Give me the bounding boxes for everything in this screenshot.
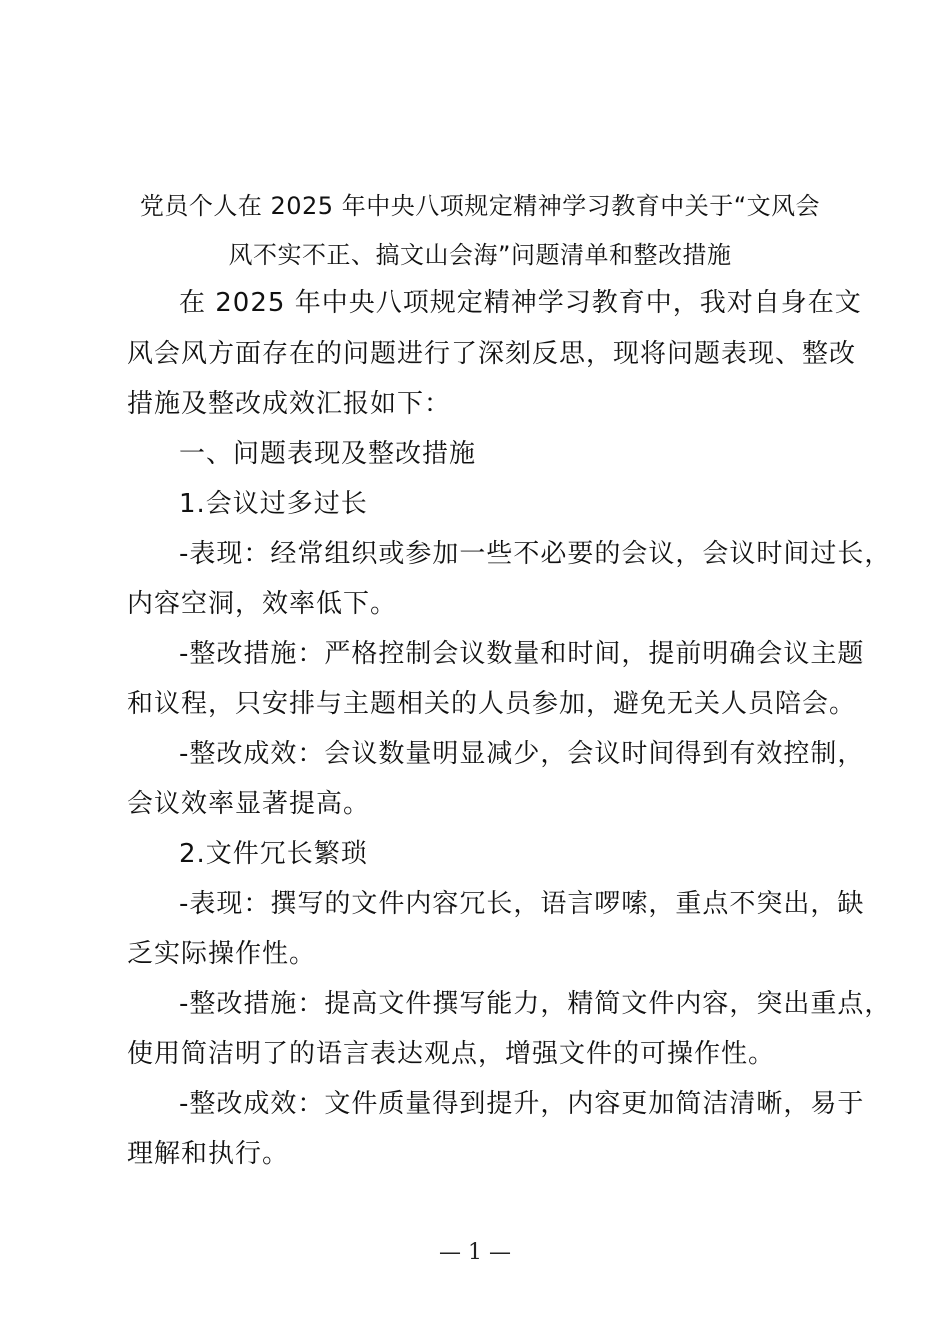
item-2-result-line-1: -整改成效：文件质量得到提升，内容更加简洁清晰，易于: [179, 1089, 865, 1119]
section-heading: 一、问题表现及整改措施: [179, 439, 477, 469]
document-title-line-2: 风不实不正、搞文山会海”问题清单和整改措施: [228, 241, 732, 269]
item-2-result-line-2: 理解和执行。: [127, 1139, 290, 1169]
document-title-line-1: 党员个人在 2025 年中央八项规定精神学习教育中关于“文风会: [139, 192, 821, 220]
item-2-measure-line-1: -整改措施：提高文件撰写能力，精简文件内容，突出重点，: [179, 989, 892, 1019]
intro-paragraph-line-1: 在 2025 年中央八项规定精神学习教育中，我对自身在文: [179, 288, 862, 318]
item-1-heading: 1.会议过多过长: [179, 489, 368, 519]
item-2-problem-line-2: 乏实际操作性。: [127, 939, 317, 969]
item-2-problem-line-1: -表现：撰写的文件内容冗长，语言啰嗦，重点不突出，缺: [179, 889, 865, 919]
item-2-measure-line-2: 使用简洁明了的语言表达观点，增强文件的可操作性。: [127, 1039, 776, 1069]
item-1-result-line-2: 会议效率显著提高。: [127, 789, 371, 819]
item-1-result-line-1: -整改成效：会议数量明显减少，会议时间得到有效控制，: [179, 739, 865, 769]
intro-paragraph-line-3: 措施及整改成效汇报如下：: [127, 389, 452, 419]
item-1-problem-line-1: -表现：经常组织或参加一些不必要的会议，会议时间过长，: [179, 539, 892, 569]
item-1-problem-line-2: 内容空洞，效率低下。: [127, 589, 398, 619]
item-1-measure-line-2: 和议程，只安排与主题相关的人员参加，避免无关人员陪会。: [127, 689, 857, 719]
item-2-heading: 2.文件冗长繁琐: [179, 839, 368, 869]
item-1-measure-line-1: -整改措施：严格控制会议数量和时间，提前明确会议主题: [179, 639, 865, 669]
intro-paragraph-line-2: 风会风方面存在的问题进行了深刻反思，现将问题表现、整改: [127, 339, 857, 369]
page-number: — 1 —: [439, 1240, 511, 1265]
